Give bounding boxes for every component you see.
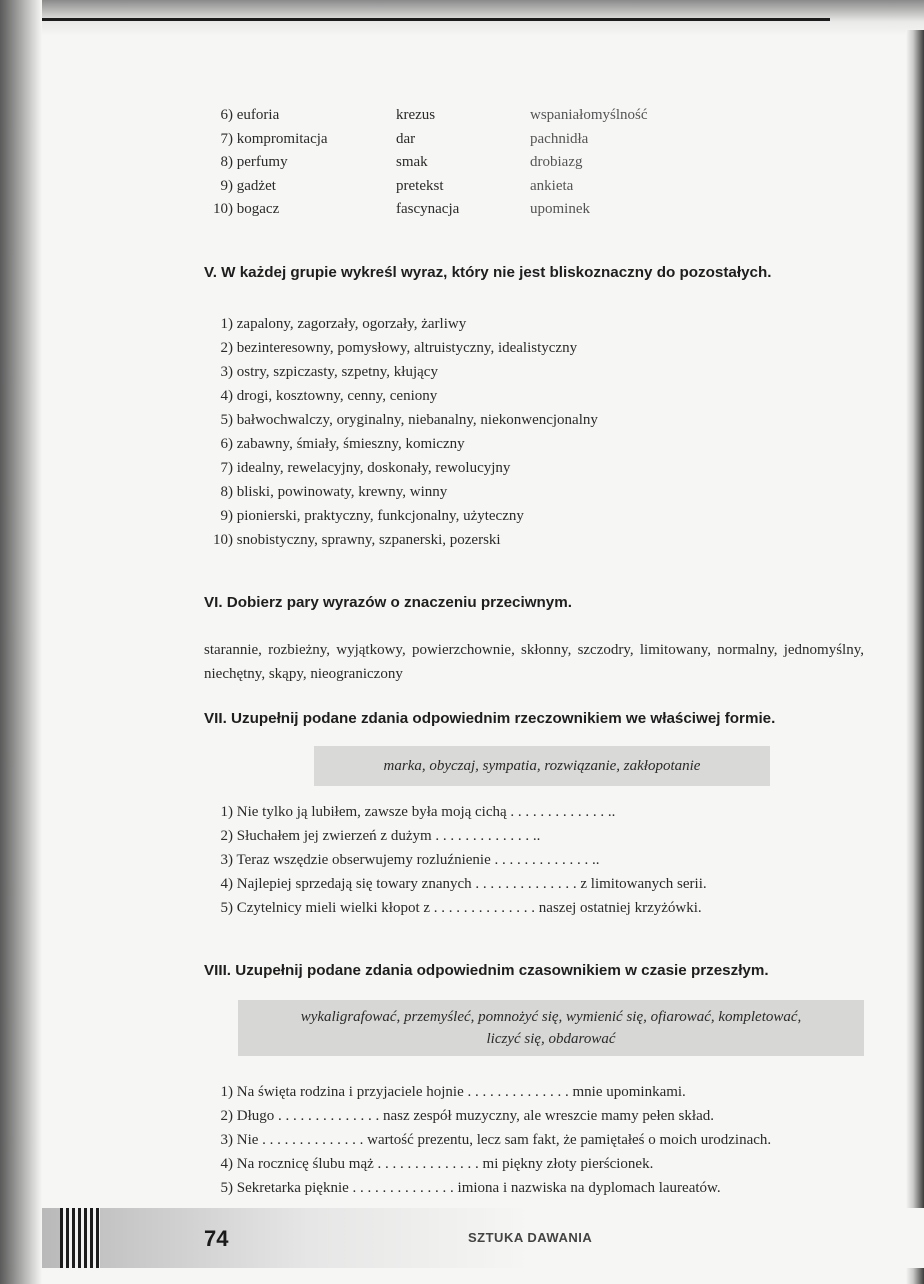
- section-7-list: [200, 800, 707, 920]
- list-item: 1) zapalony, zagorzały, ogorzały, żarliwy: [220, 316, 467, 332]
- list-item: wspaniałomyślność: [530, 107, 648, 123]
- book-title: SZTUKA DAWANIA: [468, 1230, 593, 1245]
- list-item: 4) Najlepiej sprzedają się towary znanych . . . . . . . . . . . . . . z limitowanych serii.: [220, 876, 707, 892]
- matching-left-column: [200, 104, 328, 222]
- list-item: upominek: [530, 201, 590, 217]
- list-item: 5) Sekretarka pięknie . . . . . . . . . . . . . . imiona i nazwiska na dyplomach laureatów.: [220, 1180, 721, 1196]
- right-page-edge: [906, 30, 924, 1284]
- list-item: 3) Nie . . . . . . . . . . . . . . wartość prezentu, lecz sam fakt, że pamiętałeś o moich urodzinach.: [220, 1132, 772, 1148]
- list-item: 2) bezinteresowny, pomysłowy, altruistyczny, idealistyczny: [220, 340, 578, 356]
- list-item: 9) gadżet: [220, 177, 276, 194]
- list-item: ankieta: [530, 177, 574, 194]
- section-8-words-line-1: wykaligrafować, przemyśleć, pomnożyć się, wymienić się, ofiarować, kompletować,: [300, 1009, 802, 1025]
- list-item: pachnidła: [530, 130, 589, 147]
- matching-middle-column: [396, 104, 459, 222]
- list-item: 5) Czytelnicy mieli wielki kłopot z . . . . . . . . . . . . . . naszej ostatniej krzyżówki.: [220, 900, 702, 916]
- list-item: 3) Teraz wszędzie obserwujemy rozluźnienie . . . . . . . . . . . . . ..: [220, 852, 600, 868]
- list-item: 4) Na rocznicę ślubu mąż . . . . . . . . . . . . . . mi piękny złoty pierścionek.: [220, 1156, 654, 1172]
- section-8-word-box: [238, 1000, 864, 1056]
- list-item: 3) ostry, szpiczasty, szpetny, kłujący: [220, 364, 438, 380]
- section-8-heading: VIII. Uzupełnij podane zdania odpowiednim czasownikiem w czasie przeszłym.: [204, 962, 769, 979]
- section-7-heading: VII. Uzupełnij podane zdania odpowiednim rzeczownikiem we właściwej formie.: [204, 710, 776, 727]
- list-item: krezus: [396, 107, 436, 123]
- section-5-list: [200, 312, 598, 552]
- section-6-word-list: starannie, rozbieżny, wyjątkowy, powierzchownie, skłonny, szczodry, limitowany, normalny, jednomyślny, niechętny, skąpy, nieograniczony: [204, 642, 864, 682]
- list-item: 4) drogi, kosztowny, cenny, ceniony: [220, 388, 438, 404]
- list-item: drobiazg: [530, 154, 583, 170]
- list-item: 7) kompromitacja: [220, 130, 328, 147]
- list-item: 10) snobistyczny, sprawny, szpanerski, pozerski: [213, 532, 501, 548]
- page-number: 74: [204, 1226, 229, 1251]
- list-item: 1) Nie tylko ją lubiłem, zawsze była moją cichą . . . . . . . . . . . . . ..: [220, 804, 616, 820]
- section-7-word-box: marka, obyczaj, sympatia, rozwiązanie, zakłopotanie: [314, 746, 770, 786]
- top-rule: [40, 18, 830, 21]
- list-item: 9) pionierski, praktyczny, funkcjonalny, użyteczny: [220, 508, 524, 524]
- list-item: smak: [396, 154, 428, 170]
- list-item: 8) perfumy: [220, 154, 288, 170]
- section-8-list: [200, 1080, 771, 1200]
- section-8-words-line-2: liczyć się, obdarować: [486, 1031, 616, 1047]
- matching-right-column: [530, 104, 648, 222]
- footer-stripes: [60, 1208, 100, 1268]
- list-item: 2) Długo . . . . . . . . . . . . . . nasz zespół muzyczny, ale wreszcie mamy pełen skład.: [220, 1108, 714, 1124]
- list-item: 1) Na święta rodzina i przyjaciele hojnie . . . . . . . . . . . . . . mnie upominkami.: [220, 1084, 686, 1100]
- list-item: 2) Słuchałem jej zwierzeń z dużym . . . . . . . . . . . . . ..: [220, 828, 541, 844]
- list-item: 6) zabawny, śmiały, śmieszny, komiczny: [220, 436, 465, 452]
- list-item: 8) bliski, powinowaty, krewny, winny: [220, 484, 448, 500]
- list-item: dar: [396, 130, 416, 147]
- list-item: 5) bałwochwalczy, oryginalny, niebanalny, niekonwencjonalny: [220, 412, 598, 428]
- section-5-heading: V. W każdej grupie wykreśl wyraz, który nie jest bliskoznaczny do pozostałych.: [204, 264, 772, 281]
- list-item: 6) euforia: [220, 107, 280, 123]
- list-item: pretekst: [396, 177, 444, 194]
- list-item: 10) bogacz: [213, 201, 280, 217]
- left-binding-shadow: [0, 0, 42, 1284]
- section-6-heading: VI. Dobierz pary wyrazów o znaczeniu przeciwnym.: [204, 594, 572, 611]
- list-item: fascynacja: [396, 201, 460, 217]
- list-item: 7) idealny, rewelacyjny, doskonały, rewolucyjny: [220, 460, 511, 476]
